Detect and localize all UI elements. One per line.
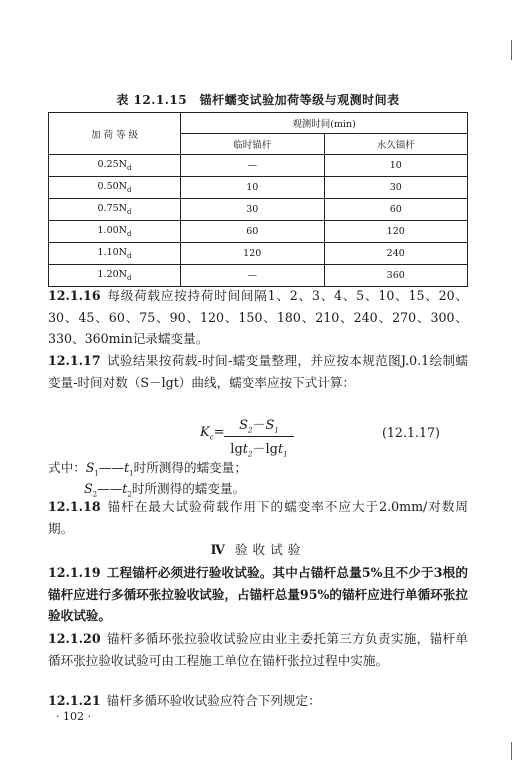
formula-denominator: lgt$_2$－lgt$_1$ [230, 441, 288, 459]
cell-permanent-time: 10 [324, 155, 468, 177]
table-row [49, 221, 468, 243]
table-title: 表 12.1.15 锚杆蠕变试验加荷等级与观测时间表 [116, 93, 400, 107]
clause-text: 工程锚杆必须进行验收试验。其中占锚杆总量5%且不少于3根的锚杆应进行多循环张拉验收试验，占锚杆总量95%的锚杆应进行单循环张拉验收试验。 [48, 565, 468, 623]
cell-load-level: $0.25N_d$ [49, 155, 181, 177]
cell-load-level: $0.50N_d$ [49, 177, 181, 199]
formula-where-line-2: $S_2——t_2$时所测得的蠕变量。 [84, 481, 246, 499]
clause-12-1-19 [48, 562, 468, 627]
cell-temporary-time: — [181, 155, 325, 177]
clause-12-1-21 [48, 690, 468, 712]
cell-permanent-time: 30 [324, 177, 468, 199]
table-row [49, 243, 468, 265]
table-row [49, 265, 468, 287]
clause-12-1-20 [48, 628, 468, 671]
page-number: · 102 · [56, 710, 91, 723]
cell-temporary-time: — [181, 265, 325, 287]
clause-text: 锚杆在最大试验荷载作用下的蠕变率不应大于2.0mm/对数周期。 [48, 499, 468, 536]
margin-mark [511, 40, 512, 60]
cell-load-level: $1.10N_d$ [49, 243, 181, 265]
clause-number: 12.1.19 [48, 565, 101, 580]
equation-number: (12.1.17) [382, 425, 440, 440]
cell-load-level: $1.00N_d$ [49, 221, 181, 243]
clause-number: 12.1.21 [48, 693, 101, 708]
section-title: 验收试验 [234, 542, 306, 557]
clause-text: 每级荷载应按持荷时间间隔1、2、3、4、5、10、15、20、30、45、60、75、90、120、150、180、210、240、270、300、330、360min记录蠕变量。 [48, 288, 468, 346]
header-temporary-anchor: 临时锚杆 [181, 134, 325, 155]
cell-temporary-time: 10 [181, 177, 325, 199]
clause-number: 12.1.20 [48, 631, 101, 646]
formula-fraction [224, 414, 294, 458]
load-table [48, 112, 468, 287]
clause-text: 锚杆多循环张拉验收试验应由业主委托第三方负责实施，锚杆单循环张拉验收试验可由工程施工单位在锚杆张拉过程中实施。 [48, 631, 468, 668]
margin-mark [511, 742, 512, 760]
clause-12-1-16 [48, 285, 468, 350]
section-roman-numeral: Ⅳ [210, 542, 225, 557]
cell-permanent-time: 360 [324, 265, 468, 287]
cell-permanent-time: 60 [324, 199, 468, 221]
section-heading [48, 539, 468, 558]
creep-rate-formula [200, 414, 310, 459]
table-row [49, 177, 468, 199]
table-body [49, 155, 468, 287]
formula-lhs: $K_c=$ [200, 425, 225, 442]
formula-numerator: $S_2-S_1$ [224, 414, 294, 437]
cell-load-level: $1.20N_d$ [49, 265, 181, 287]
cell-temporary-time: 30 [181, 199, 325, 221]
cell-permanent-time: 120 [324, 221, 468, 243]
clause-12-1-18 [48, 496, 468, 539]
header-permanent-anchor: 永久锚杆 [324, 134, 468, 155]
cell-load-level: $0.75N_d$ [49, 199, 181, 221]
cell-temporary-time: 60 [181, 221, 325, 243]
table-row [49, 155, 468, 177]
cell-temporary-time: 120 [181, 243, 325, 265]
clause-number: 12.1.17 [48, 353, 101, 368]
clause-text: 锚杆多循环验收试验应符合下列规定： [106, 693, 321, 708]
clause-12-1-17 [48, 350, 468, 393]
cell-permanent-time: 240 [324, 243, 468, 265]
clause-number: 12.1.16 [48, 288, 101, 303]
clause-number: 12.1.18 [48, 499, 101, 514]
header-observation-time: 观测时间(min) [181, 113, 468, 134]
clause-text: 试验结果按荷载-时间-蠕变量整理，并应按本规范图J.0.1绘制蠕变量-时间对数（S－lgt）曲线，蠕变率应按下式计算： [48, 353, 468, 390]
header-load-level: 加 荷 等 级 [49, 113, 181, 155]
formula-where-line-1: 式中：$S_1——t_1$时所测得的蠕变量； [48, 460, 247, 478]
table-row [49, 199, 468, 221]
